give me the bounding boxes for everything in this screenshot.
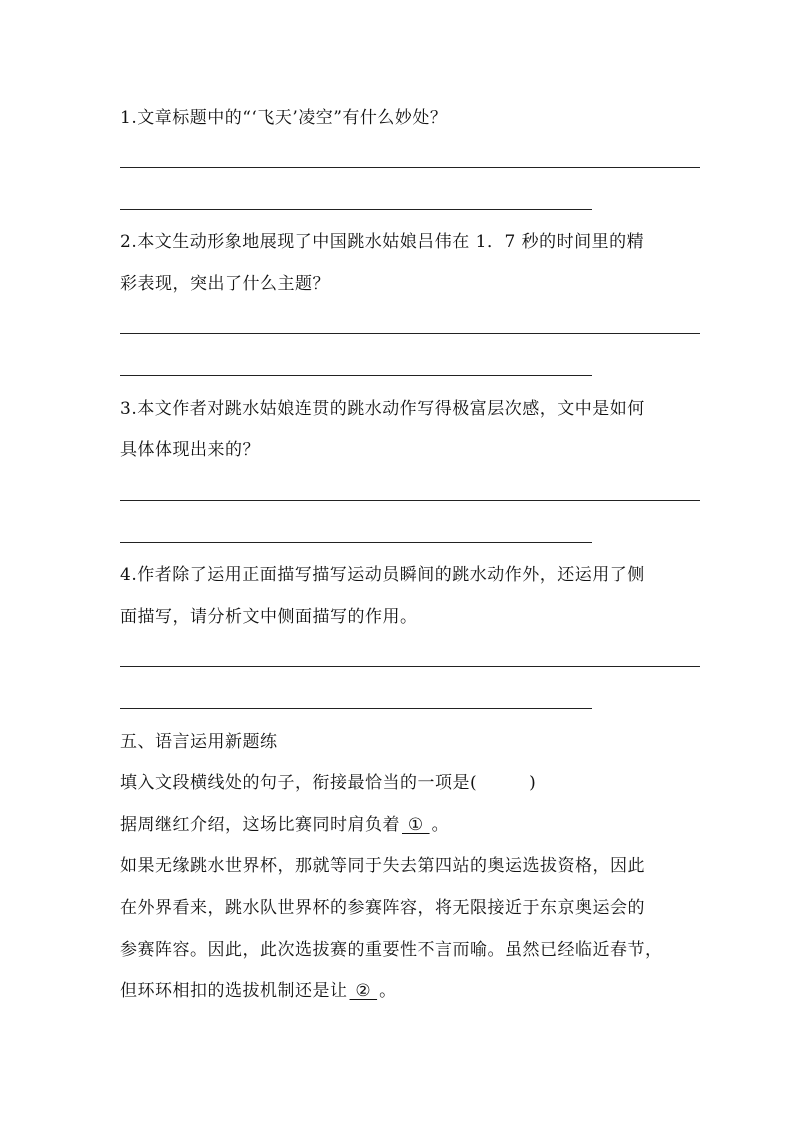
question-4-continued [120, 606, 418, 628]
passage-line-4 [120, 939, 663, 961]
question-3-continued [120, 439, 260, 461]
passage-line-5 [120, 980, 397, 1002]
question-4-number: 4. [120, 565, 138, 585]
question-4 [120, 564, 645, 586]
question-4-text-line1: 作者除了运用正面描写描写运动员瞬间的跳水动作外，还运用了侧 [137, 565, 645, 585]
answer-line-2b[interactable] [120, 375, 592, 376]
passage-line-2 [120, 855, 645, 877]
answer-line-3a[interactable] [120, 500, 700, 501]
answer-line-1b[interactable] [120, 209, 592, 210]
question-2-continued [120, 273, 330, 295]
question-3-text-line2: 具体体现出来的？ [120, 440, 260, 460]
blank-1: ① [402, 815, 430, 835]
passage-line-1 [120, 814, 449, 836]
question-1 [120, 107, 447, 129]
passage-1-post: 。 [431, 815, 450, 835]
section-5-heading [120, 731, 278, 753]
question-2-text-line1: 本文生动形象地展现了中国跳水姑娘吕伟在 1．7 秒的时间里的精 [137, 232, 645, 252]
section-5-instruction [120, 772, 536, 794]
question-3 [120, 398, 645, 420]
answer-line-2a[interactable] [120, 333, 700, 334]
question-4-text-line2: 面描写，请分析文中侧面描写的作用。 [120, 607, 418, 627]
question-2-text-line2: 彩表现，突出了什么主题？ [120, 274, 330, 294]
blank-2: ② [349, 981, 378, 1001]
instruction-text: 填入文段横线处的句子，衔接最恰当的一项是( [120, 773, 478, 793]
passage-3-post: 。 [379, 981, 397, 1001]
question-3-number: 3. [120, 399, 138, 419]
question-1-text: 文章标题中的“‘飞天’凌空”有什么妙处？ [137, 108, 448, 128]
passage-2-line-2: 在外界看来，跳水队世界杯的参赛阵容，将无限接近于东京奥运会的 [120, 898, 645, 918]
passage-1-pre: 据周继红介绍，这场比赛同时肩负着 [120, 815, 400, 835]
section-heading-text: 五、语言运用新题练 [120, 732, 278, 752]
passage-3-pre: 但环环相扣的选拔机制还是让 [120, 981, 348, 1001]
answer-line-1a[interactable] [120, 167, 700, 168]
question-3-text-line1: 本文作者对跳水姑娘连贯的跳水动作写得极富层次感，文中是如何 [137, 399, 645, 419]
instruction-close-paren: ) [529, 773, 537, 793]
answer-line-3b[interactable] [120, 542, 592, 543]
question-2 [120, 231, 644, 253]
passage-2-line-3: 参赛阵容。因此，此次选拔赛的重要性不言而喻。虽然已经临近春节， [120, 940, 663, 960]
answer-line-4a[interactable] [120, 666, 700, 667]
question-1-number: 1. [120, 108, 138, 128]
question-2-number: 2. [120, 232, 138, 252]
passage-2-line-1: 如果无缘跳水世界杯，那就等同于失去第四站的奥运选拔资格，因此 [120, 856, 645, 876]
passage-line-3 [120, 897, 645, 919]
answer-line-4b[interactable] [120, 708, 592, 709]
